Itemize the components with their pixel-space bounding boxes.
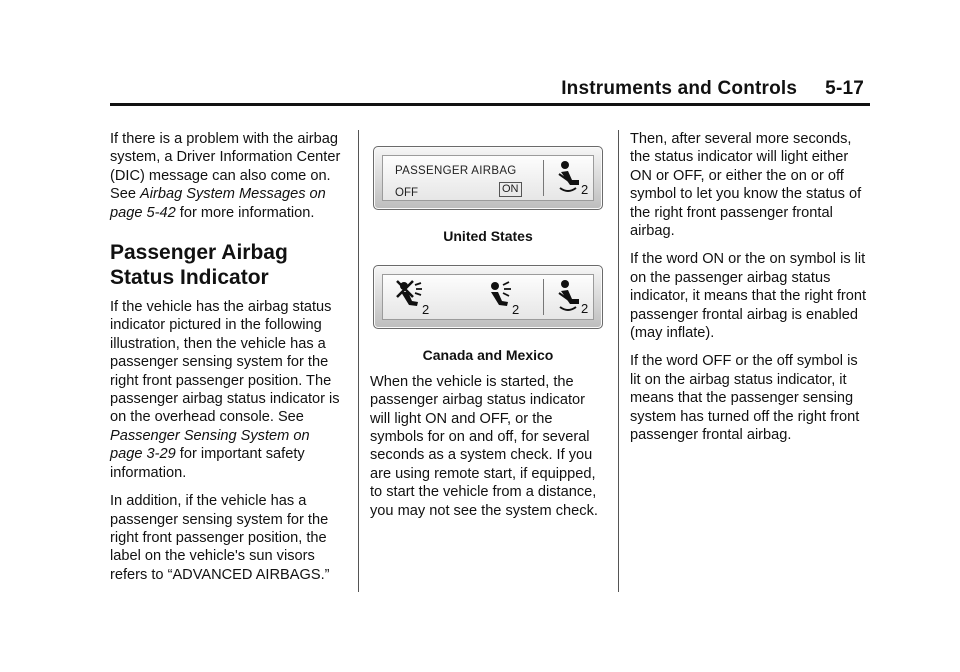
passenger-airbag-label: PASSENGER AIRBAG: [395, 165, 517, 177]
column-1: [110, 130, 346, 594]
us-airbag-status-indicator: [373, 146, 603, 210]
cross-reference-link[interactable]: Airbag System Messages on page 5-42: [110, 186, 326, 221]
page-number: 5-17: [825, 78, 864, 99]
airbag-on-icon: [483, 277, 523, 317]
column-divider: [618, 130, 619, 592]
paragraph: When the vehicle is started, the passenger airbag status indicator will light ON and OFF, or the symbols for on and off, for several seconds as a system check. If you are using remote start, if equipped, to start the vehicle from a distance, you may not see the system check.: [370, 373, 598, 519]
symbol-digit: 2: [581, 182, 589, 197]
passenger-seatbelt-icon: [551, 277, 591, 317]
column-divider: [358, 130, 359, 592]
airbag-off-icon: [393, 277, 433, 317]
section-title: Instruments and Controls: [561, 78, 798, 99]
figure-caption: Canada and Mexico: [422, 347, 554, 364]
cross-reference-link[interactable]: Passenger Sensing System on page 3-29: [110, 427, 310, 463]
indicator-divider: [543, 160, 544, 196]
canada-mexico-airbag-status-indicator: [373, 265, 603, 329]
paragraph: If the vehicle has the airbag status indicator pictured in the following illustration, then the vehicle has a passenger sensing system for the right front passenger position. The passenger airbag status indicator is on the overhead console. See Passenger Sensing System on page 3-29 for important safety information.: [110, 299, 340, 481]
passenger-seatbelt-icon: [551, 158, 591, 198]
symbol-digit: 2: [422, 302, 430, 318]
paragraph: Then, after several more seconds, the status indicator will light either ON or OFF, or either the on or off symbol to let you know the status of the right front passenger frontal airbag.: [630, 131, 862, 240]
off-label: OFF: [395, 187, 418, 199]
indicator-divider: [543, 279, 544, 315]
figure-caption: United States: [443, 228, 533, 244]
paragraph: If there is a problem with the airbag system, a Driver Information Center (DIC) message can also come on. See Airbag System Messages on page 5-42 for more information.: [110, 131, 341, 221]
paragraph: In addition, if the vehicle has a passenger sensing system for the right front passenger position, the label on the vehicle's sun visors refers to “ADVANCED AIRBAGS.”: [110, 493, 330, 583]
page-header: [561, 78, 864, 100]
column-2: [370, 130, 606, 530]
indicator-face: [382, 155, 594, 201]
paragraph: If the word OFF or the off symbol is lit on the airbag status indicator, it means that the passenger sensing system has turned off the right front passenger frontal airbag.: [630, 353, 860, 444]
symbol-digit: 2: [512, 302, 520, 318]
header-rule: [110, 103, 870, 106]
section-heading: Passenger Airbag Status Indicator: [110, 241, 288, 290]
indicator-face: [382, 274, 594, 320]
symbol-digit: 2: [581, 301, 589, 317]
paragraph: If the word ON or the on symbol is lit on the passenger airbag status indicator, it means that the right front passenger frontal airbag is enabled (may inflate).: [630, 251, 867, 342]
column-3: [630, 130, 870, 455]
on-label: ON: [499, 182, 522, 197]
